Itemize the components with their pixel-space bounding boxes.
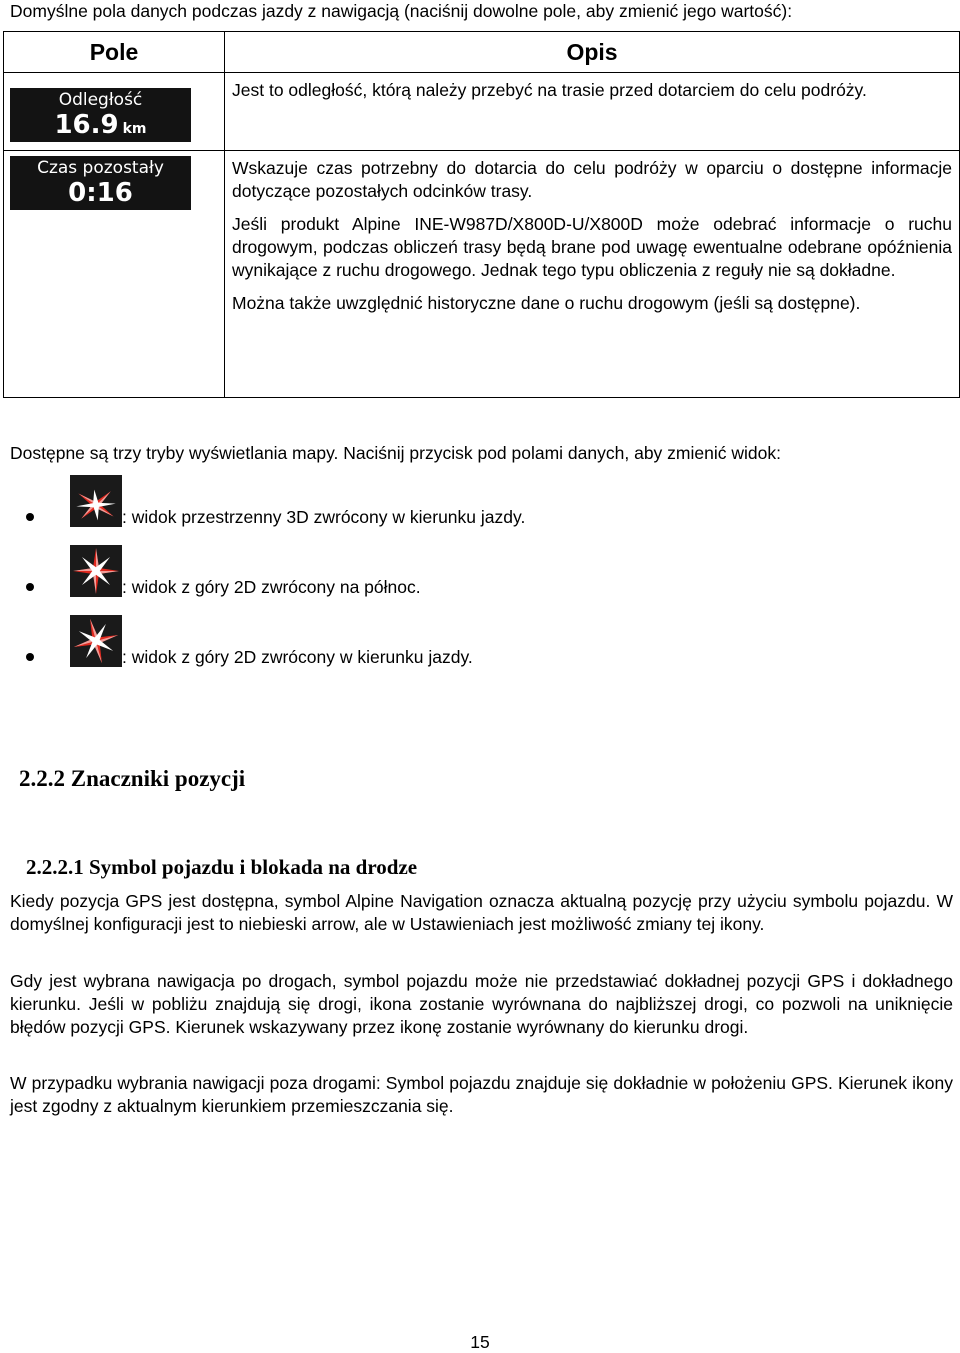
description-paragraph: Można także uwzględnić historyczne dane o ruchu drogowym (jeśli są dostępne).	[232, 293, 861, 313]
compass-3d-icon[interactable]	[70, 475, 122, 527]
header-pole: Pole	[4, 32, 225, 73]
table-header-row	[4, 32, 960, 73]
map-mode-caption: : widok przestrzenny 3D zwrócony w kierunku jazdy.	[122, 507, 526, 527]
description-paragraph: Jeśli produkt Alpine INE-W987D/X800D-U/X800D może odebrać informacje o ruchu drogowym, podczas obliczeń trasy będą brane pod uwagę ewentualne odebrane opóźnienia wynikające z ruchu drogowego. Jednak tego typu obliczenia z reguły nie są dokładne.	[232, 214, 952, 280]
field-icon-cell	[4, 73, 225, 151]
field-icon-cell	[4, 151, 225, 398]
body-paragraph: Kiedy pozycja GPS jest dostępna, symbol Alpine Navigation oznacza aktualną pozycję przy użyciu symbolu pojazdu. W domyślnej konfiguracji jest to niebieski arrow, ale w Ustawieniach jest możliwość zmiany tej ikony.	[10, 891, 953, 934]
header-opis: Opis	[225, 32, 960, 73]
description-paragraph: Wskazuje czas potrzebny do dotarcia do celu podróży w oparciu o dostępne informacje dotyczące pozostałych odcinków trasy.	[232, 158, 952, 201]
map-mode-caption: : widok z góry 2D zwrócony w kierunku jazdy.	[122, 647, 473, 667]
page-number: 15	[470, 1332, 490, 1352]
body-paragraph: Gdy jest wybrana nawigacja po drogach, symbol pojazdu może nie przedstawiać dokładnej pozycji GPS i dokładnego kierunku. Jeśli w pobliżu znajdują się drogi, ikona zostanie wyrównana do najbliższej drogi, co pozwoli na uniknięcie błędów pozycji GPS. Kierunek wskazywany przez ikonę zostanie wyrównany do kierunku drogi.	[10, 971, 953, 1037]
intro-text: Domyślne pola danych podczas jazdy z nawigacją (naciśnij dowolne pole, aby zmienić jego wartość):	[10, 1, 793, 21]
compass-heading-up-icon[interactable]	[70, 615, 122, 667]
section-heading: 2.2.2 Znaczniki pozycji	[19, 766, 246, 791]
map-mode-caption: : widok z góry 2D zwrócony na północ.	[122, 577, 421, 597]
data-fields-table	[3, 31, 960, 398]
table-row	[4, 151, 960, 398]
distance-field-tile[interactable]	[10, 88, 191, 142]
field-description	[225, 151, 960, 398]
map-modes-intro: Dostępne są trzy tryby wyświetlania mapy. Naciśnij przycisk pod polami danych, aby zmienić widok:	[10, 443, 781, 463]
bullet	[26, 653, 34, 661]
bullet	[26, 583, 34, 591]
tile-value: 0:16	[68, 178, 133, 208]
compass-north-up-icon[interactable]	[70, 545, 122, 597]
map-mode-item	[26, 545, 726, 601]
description-paragraph: Jest to odległość, którą należy przebyć na trasie przed dotarciem do celu podróży.	[232, 80, 867, 100]
tile-unit: km	[122, 121, 147, 137]
bullet	[26, 513, 34, 521]
body-paragraph: W przypadku wybrania nawigacji poza drogami: Symbol pojazdu znajduje się dokładnie w położeniu GPS. Kierunek ikony jest zgodny z aktualnym kierunkiem przemieszczania się.	[10, 1073, 953, 1116]
tile-label: Odległość	[58, 90, 143, 110]
map-mode-item	[26, 475, 726, 531]
tile-label: Czas pozostały	[37, 158, 164, 178]
map-mode-item	[26, 615, 726, 671]
field-description	[225, 73, 960, 151]
table-row	[4, 73, 960, 151]
tile-value: 16.9 km	[54, 110, 147, 140]
time-left-field-tile[interactable]	[10, 156, 191, 210]
subsection-heading: 2.2.2.1 Symbol pojazdu i blokada na drodze	[26, 855, 418, 879]
